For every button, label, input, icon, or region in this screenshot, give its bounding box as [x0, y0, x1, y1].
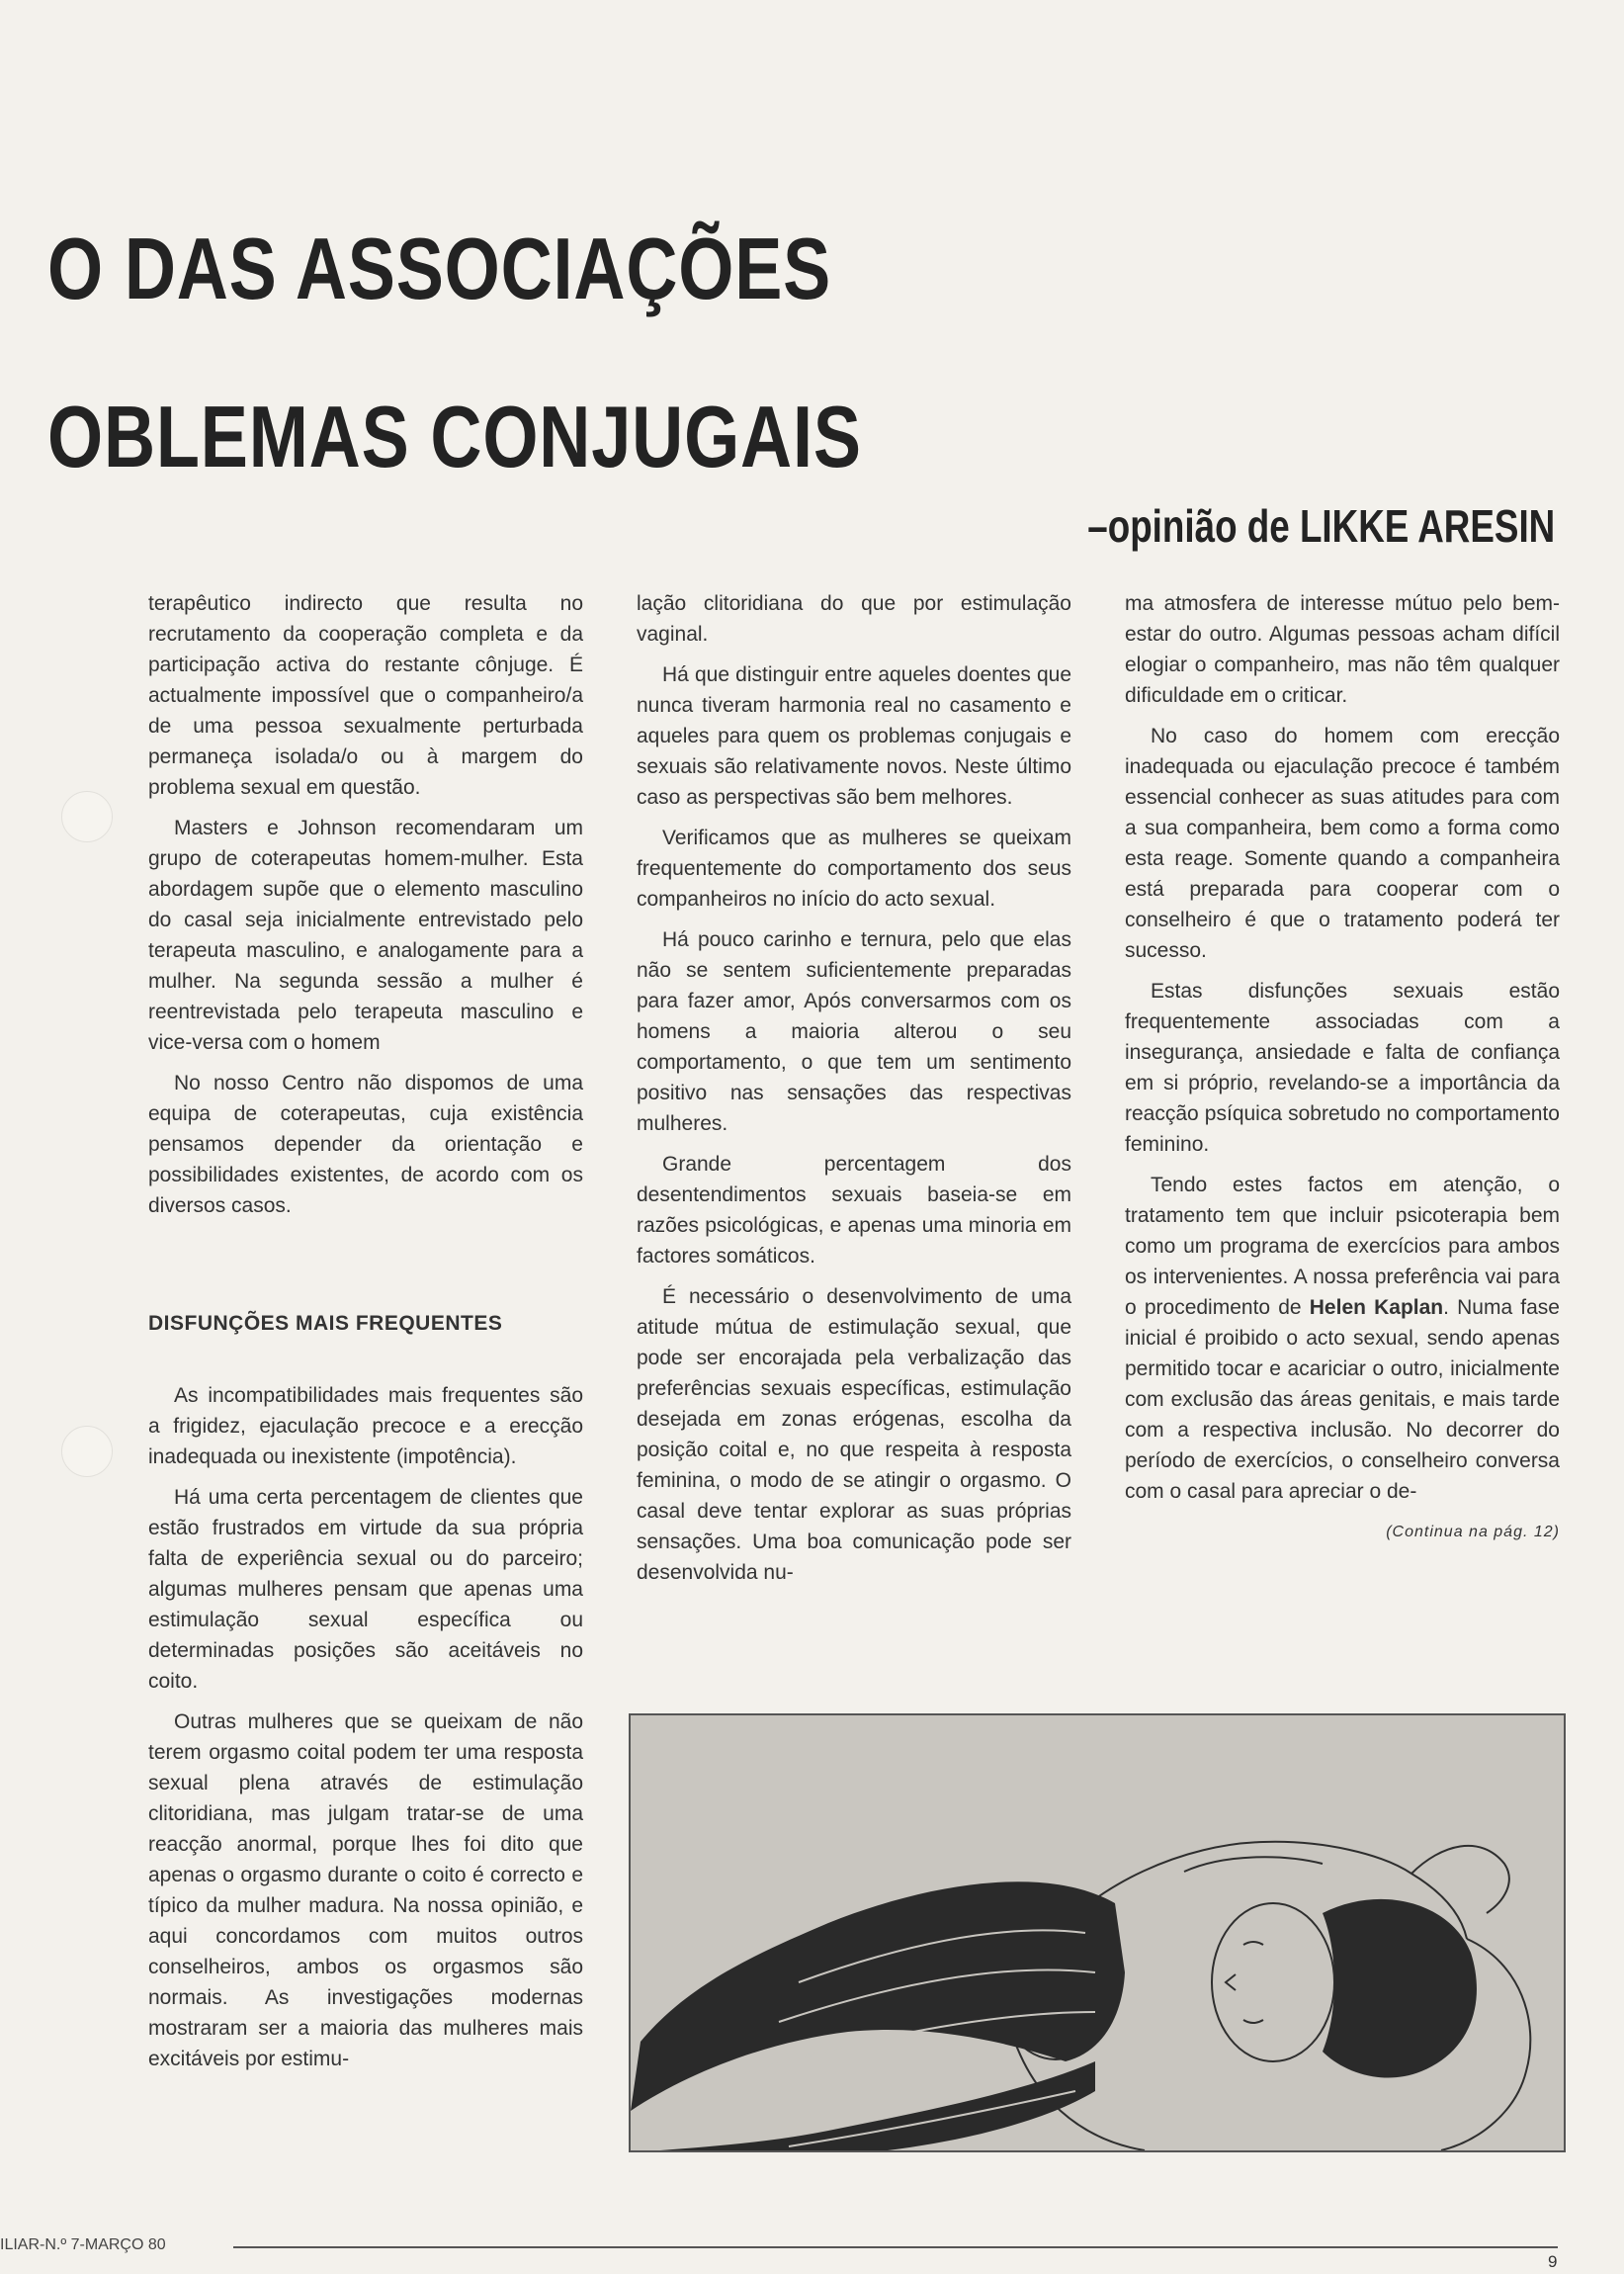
paragraph: Grande percentagem dos desentendimentos sexuais baseia-se em razões psicológicas, e apenas uma minoria em factores somáticos. [637, 1153, 1071, 1268]
paragraph: Verificamos que as mulheres se queixam frequentemente do comportamento dos seus companheiros no início do acto sexual. [637, 827, 1071, 911]
paragraph: Outras mulheres que se queixam de não terem orgasmo coital podem ter uma resposta sexual plena através de estimulação clitoridiana, mas julgam tratar-se de uma reacção anormal, porque lhes foi dito que apenas o orgasmo durante o coito é correcto e típico da mulher madura. Na nossa opinião, e aqui concordamos com muitos outros conselheiros, ambos os orgasmos são normais. As investigações modernas mostraram ser a maioria das mulheres mais excitáveis por estimu- [148, 1710, 583, 2070]
section-heading: DISFUNÇÕES MAIS FREQUENTES [148, 1312, 503, 1335]
page-number: 9 [1548, 2252, 1558, 2271]
byline: –opinião de LIKKE ARESIN [1087, 500, 1555, 552]
footer-rule [233, 2246, 1558, 2248]
author-name: Helen Kaplan [1309, 1296, 1444, 1319]
paragraph: No caso do homem com erecção inadequada ou ejaculação precoce é também essencial conhecer as suas atitudes para com a sua companheira, bem como a forma como esta reage. Somente quando a companheira está preparada para cooperar com o conselheiro é que o tratamento poderá ter sucesso. [1125, 725, 1560, 962]
paragraph: terapêutico indirecto que resulta no recrutamento da cooperação completa e da participação activa do restante cônjuge. É actualmente impossível que o companheiro/a de uma pessoa sexualmente perturbada permaneça isolada/o ou à margem do problema sexual em questão. [148, 592, 583, 799]
binder-hole [61, 791, 113, 842]
paragraph: É necessário o desenvolvimento de uma atitude mútua de estimulação sexual, que pode ser encorajada pela verbalização das preferências sexuais específicas, estimulação desejada em zonas erógenas, escolha da posição coital e, no que respeita à resposta feminina, o modo de se atingir o orgasmo. O casal deve tentar explorar as suas próprias sensações. Uma boa comunicação pode ser desenvolvida nu- [637, 1285, 1071, 1584]
headline-line-1: O DAS ASSOCIAÇÕES [47, 219, 832, 317]
paragraph: Há que distinguir entre aqueles doentes que nunca tiveram harmonia real no casamento e aqueles para quem os problemas conjugais e sexuais são relativamente novos. Neste último caso as perspectivas são bem melhores. [637, 663, 1071, 809]
paragraph: As incompatibilidades mais frequentes são a frigidez, ejaculação precoce e a erecção inadequada ou inexistente (impotência). [148, 1384, 583, 1468]
paragraph: Estas disfunções sexuais estão frequentemente associadas com a insegurança, ansiedade e falta de confiança em si próprio, revelando-se a importância da reacção psíquica sobretudo no comportamento feminino. [1125, 980, 1560, 1156]
headline-line-2: OBLEMAS CONJUGAIS [47, 388, 862, 485]
text-column-3 [1125, 588, 1560, 1557]
paragraph-text: . Numa fase inicial é proibido o acto sexual, sendo apenas permitido tocar e acariciar o outro, inicialmente com exclusão das áreas genitais, e mais tarde com a respectiva inclusão. No decorrer do período de exercícios, o conselheiro conversa com o casal para apreciar o de- [1125, 1296, 1560, 1503]
paragraph: ma atmosfera de interesse mútuo pelo bem-estar do outro. Algumas pessoas acham difícil elogiar o companheiro, mas não têm qualquer dificuldade em o criticar. [1125, 592, 1560, 707]
paragraph: Masters e Johnson recomendaram um grupo de coterapeutas homem-mulher. Esta abordagem supõe que o elemento masculino do casal seja inicialmente entrevistado pelo terapeuta masculino, e analogamente para a mulher. Na segunda sessão a mulher é reentrevistada pelo terapeuta masculino e vice-versa com o homem [148, 817, 583, 1054]
paragraph [1125, 1170, 1560, 1507]
couple-drawing [631, 1715, 1564, 2150]
paragraph: Há pouco carinho e ternura, pelo que elas não se sentem suficientemente preparadas para fazer amor, Após conversarmos com os homens a maioria alterou o seu comportamento, o que tem um sentimento positivo nas sensações das respectivas mulheres. [637, 928, 1071, 1135]
continued-note: (Continua na pág. 12) [1386, 1524, 1560, 1540]
paragraph: No nosso Centro não dispomos de uma equipa de coterapeutas, cuja existência pensamos depender da orientação e possibilidades existentes, de acordo com os diversos casos. [148, 1072, 583, 1217]
binder-hole [61, 1426, 113, 1477]
couple-illustration [629, 1713, 1566, 2152]
text-column-1 [148, 588, 583, 2084]
issue-footer: ILIAR-N.º 7-MARÇO 80 [0, 2236, 166, 2253]
text-column-2 [637, 588, 1071, 1598]
paragraph: lação clitoridiana do que por estimulação vaginal. [637, 592, 1071, 646]
paragraph: Há uma certa percentagem de clientes que estão frustrados em virtude da sua própria falta de experiência sexual ou do parceiro; algumas mulheres pensam que apenas uma estimulação sexual específica ou determinadas posições são aceitáveis no coito. [148, 1486, 583, 1693]
paragraph-text: Tendo estes factos em atenção, o tratamento tem que incluir psicoterapia bem como um programa de exercícios para ambos os intervenientes. A nossa preferência vai para o procedimento de [1125, 1174, 1560, 1319]
